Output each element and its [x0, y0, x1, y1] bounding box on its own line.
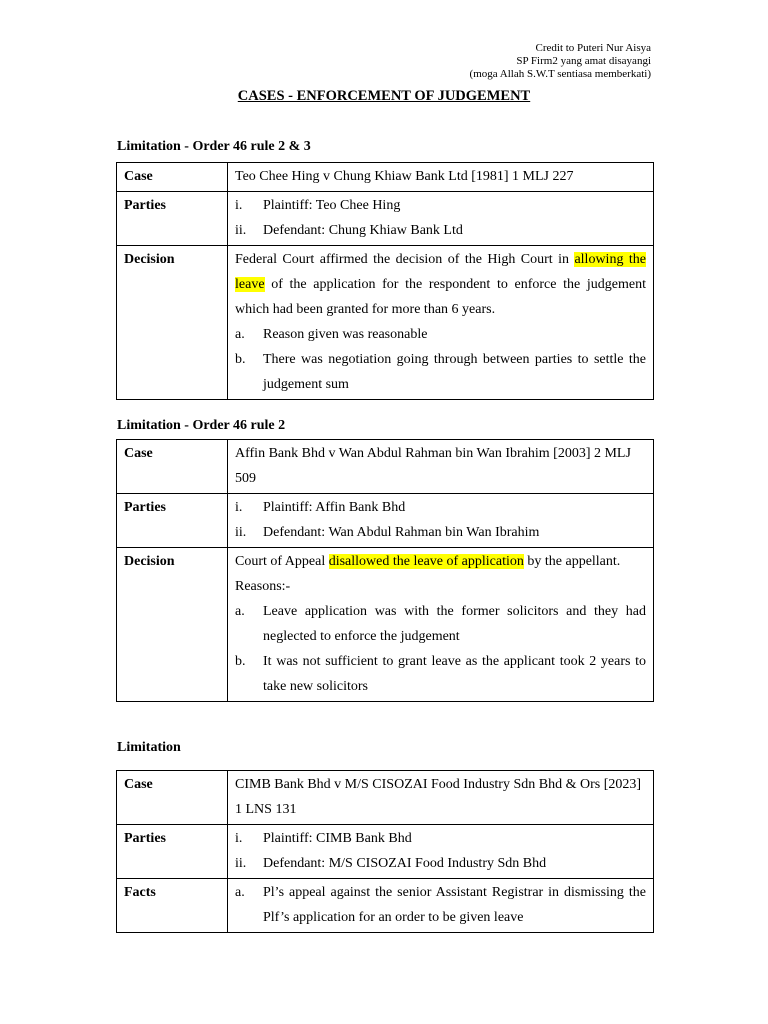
list-item	[235, 880, 646, 930]
list-marker: i.	[235, 831, 243, 846]
credit-line: (moga Allah S.W.T sentiasa memberkati)	[469, 68, 651, 80]
party-text: Defendant: Chung Khiaw Bank Ltd	[263, 223, 463, 238]
list-marker: b.	[235, 352, 246, 367]
decision-cell	[228, 548, 654, 702]
list-text: Reason given was reasonable	[263, 327, 428, 342]
table-row	[117, 548, 654, 702]
list-marker: ii.	[235, 525, 247, 540]
list-item	[235, 599, 646, 649]
list-marker: ii.	[235, 223, 247, 238]
table-row	[117, 246, 654, 400]
highlighted-text: allowing the leave	[235, 252, 646, 292]
list-marker: a.	[235, 604, 245, 619]
row-label: Decision	[117, 548, 228, 702]
list-item	[235, 495, 646, 520]
list-text: Pl’s appeal against the senior Assistant Registrar in dismissing the Plf’s application for an order to be given leave	[263, 885, 646, 925]
party-text: Defendant: M/S CISOZAI Food Industry Sdn Bhd	[263, 856, 547, 871]
case-table	[116, 770, 654, 933]
credit-note	[470, 42, 651, 81]
list-text: It was not sufficient to grant leave as the applicant took 2 years to take new solicitors	[263, 654, 646, 694]
decision-post: by the appellant.	[523, 554, 621, 569]
list-item	[235, 826, 646, 851]
list-text: Leave application was with the former solicitors and they had neglected to enforce the judgement	[263, 604, 646, 644]
list-text: There was negotiation going through between parties to settle the judgement sum	[263, 352, 646, 392]
decision-cell	[228, 246, 654, 400]
party-text: Plaintiff: Affin Bank Bhd	[263, 500, 406, 515]
table-row	[117, 879, 654, 933]
list-item	[235, 322, 646, 347]
list-item	[235, 851, 646, 876]
party-text: Plaintiff: Teo Chee Hing	[263, 198, 401, 213]
list-marker: i.	[235, 500, 243, 515]
document-title: CASES - ENFORCEMENT OF JUDGEMENT	[237, 88, 531, 104]
row-label: Parties	[117, 825, 228, 879]
table-row	[117, 440, 654, 494]
table-row	[117, 163, 654, 192]
list-marker: a.	[235, 327, 245, 342]
credit-line: Credit to Puteri Nur Aisya	[535, 42, 651, 54]
list-marker: a.	[235, 885, 245, 900]
row-label: Case	[117, 163, 228, 192]
decision-text	[235, 247, 646, 322]
decision-pre: Court of Appeal	[235, 554, 329, 569]
credit-line: SP Firm2 yang amat disayangi	[516, 55, 651, 67]
facts-cell	[228, 879, 654, 933]
table-row	[117, 825, 654, 879]
list-marker: b.	[235, 654, 246, 669]
list-item	[235, 520, 646, 545]
section-heading: Limitation - Order 46 rule 2 & 3	[117, 139, 311, 154]
row-label: Case	[117, 771, 228, 825]
row-label: Facts	[117, 879, 228, 933]
decision-pre: Federal Court affirmed the decision of the High Court in	[235, 252, 575, 267]
decision-post: of the application for the respondent to enforce the judgement which had been granted for more than 6 years.	[235, 277, 646, 317]
parties-cell	[228, 494, 654, 548]
case-citation: Affin Bank Bhd v Wan Abdul Rahman bin Wan Ibrahim [2003] 2 MLJ 509	[228, 440, 654, 494]
list-item	[235, 649, 646, 699]
section-heading: Limitation	[117, 740, 181, 755]
row-label: Parties	[117, 494, 228, 548]
list-item	[235, 218, 646, 243]
list-marker: i.	[235, 198, 243, 213]
case-citation: CIMB Bank Bhd v M/S CISOZAI Food Industry Sdn Bhd & Ors [2023] 1 LNS 131	[228, 771, 654, 825]
party-text: Defendant: Wan Abdul Rahman bin Wan Ibrahim	[263, 525, 540, 540]
table-row	[117, 771, 654, 825]
decision-text	[235, 549, 646, 574]
list-marker: ii.	[235, 856, 247, 871]
parties-cell	[228, 192, 654, 246]
section-heading: Limitation - Order 46 rule 2	[117, 418, 286, 433]
case-table	[116, 162, 654, 400]
row-label: Decision	[117, 246, 228, 400]
party-text: Plaintiff: CIMB Bank Bhd	[263, 831, 412, 846]
reasons-label: Reasons:-	[235, 579, 291, 594]
table-row	[117, 494, 654, 548]
list-item	[235, 347, 646, 397]
highlighted-text: disallowed the leave of application	[328, 554, 524, 569]
row-label: Parties	[117, 192, 228, 246]
list-item	[235, 193, 646, 218]
case-table	[116, 439, 654, 702]
case-citation: Teo Chee Hing v Chung Khiaw Bank Ltd [1981] 1 MLJ 227	[228, 163, 654, 192]
parties-cell	[228, 825, 654, 879]
row-label: Case	[117, 440, 228, 494]
table-row	[117, 192, 654, 246]
